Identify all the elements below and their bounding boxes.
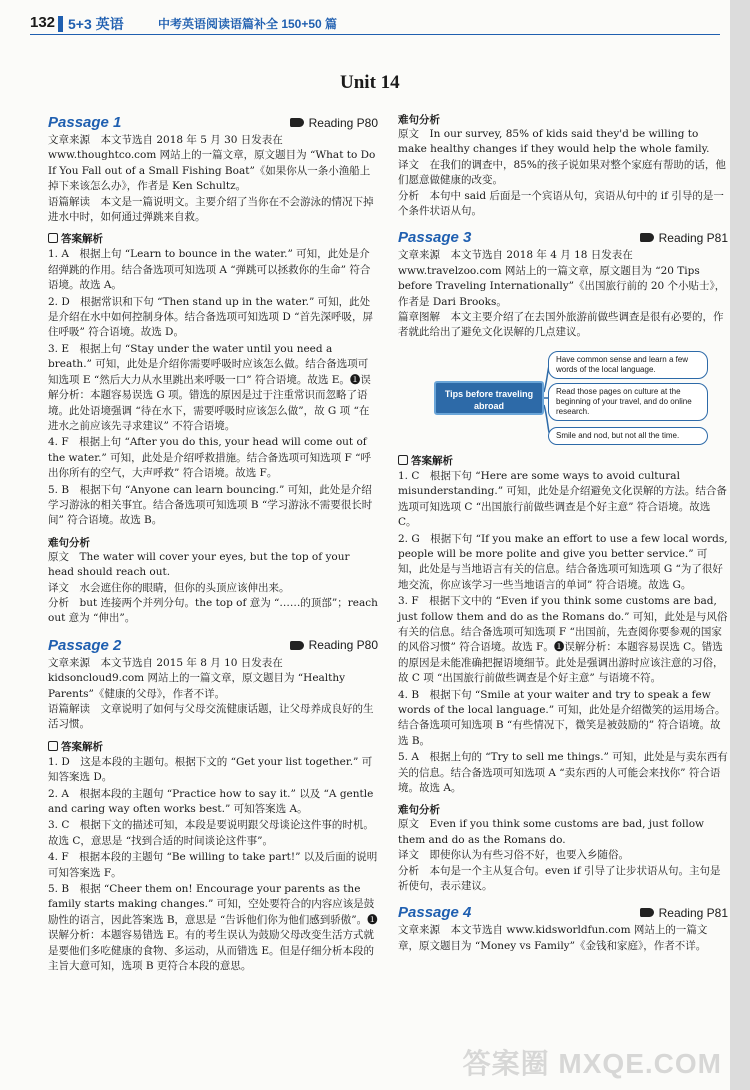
passage2-answer-1: 1. D 这是本段的主题句。根据下文的 “Get your list together.” 可知答案选 D。 (48, 755, 373, 784)
passage1-analysis: 分析 but 连接两个并列分句。the top of 意为 “……的顶部”；reach out 意为 “伸出”。 (48, 596, 378, 625)
unit-title: Unit 14 (340, 72, 400, 93)
lock-icon (398, 455, 408, 465)
passage2-reading-guide: 语篇解读 文章说明了如何与父母交流健康话题，让父母养成良好的生活习惯。 (48, 703, 374, 731)
passage3-title: Passage 3 (398, 229, 472, 247)
pointing-hand-icon (290, 118, 304, 127)
mindmap-node-3: Smile and nod, but not all the time. (548, 427, 708, 445)
reading-label: Reading P80 (308, 115, 378, 130)
book-title: 中考英语阅读语篇补全 150+50 篇 (158, 17, 338, 31)
passage2-analysis: 分析 本句中 said 后面是一个宾语从句，宾语从句中的 if 引导的是一个条件状语从句。 (398, 189, 724, 218)
passage1-answers-heading (48, 231, 378, 246)
reading-label: Reading P81 (658, 230, 728, 245)
passage3-answer-2: 2. G 根据下句 “If you make an effort to use a few local words, people will be more polite and give you better service.” 可知，此处是与当地语言有关的信息。结合备选项可知选项 G “为了很好地交流，你应该学习一些当地语言的单词” 符合语境。故选 G。 (398, 532, 728, 591)
passage1-difficult-heading: 难句分析 (48, 536, 90, 549)
passage3-reading-guide: 篇章图解 本文主要介绍了在去国外旅游前做些调查是很有必要的，作者就此给出了避免文化误解的几点建议。 (398, 311, 724, 339)
passage3-difficult-heading: 难句分析 (398, 804, 440, 817)
header-divider (30, 34, 720, 35)
passage2-translation: 译文 在我们的调查中，85%的孩子说如果对整个家庭有帮助的话，他们愿意做健康的改变。 (398, 158, 726, 187)
heading-label: 答案解析 (61, 233, 103, 246)
reading-label: Reading P80 (308, 638, 378, 653)
page-number: 132 (30, 14, 56, 31)
passage3-answer-5: 5. A 根据上句的 “Try to sell me things.” 可知，此处是与卖东西有关的信息。结合备选项可知选项 A “卖东西的人可能会来找你” 符合语境。故选 A。 (398, 751, 728, 794)
heading-label: 答案解析 (411, 454, 453, 467)
passage2-reading-ref (290, 638, 378, 652)
pointing-hand-icon (290, 641, 304, 650)
passage1-title: Passage 1 (48, 114, 122, 131)
lock-icon (48, 233, 58, 243)
passage1-source: 文章来源 本文节选自 2018 年 5 月 30 日发表在 www.thoughtco.com 网站上的一篇文章，原文题目为 “What to Do If You Fall out of a Small Fishing Boat”《如果你从一条小渔船上掉下来该怎么办》，作者是 Ken Schultz。 (48, 134, 376, 193)
mindmap-node-1: Have common sense and learn a few words of the local language. (548, 351, 708, 379)
passage3-answers-heading (398, 453, 728, 468)
passage2-header (48, 637, 378, 654)
brand-name: 5+3 英语 (68, 16, 124, 32)
mindmap-center-node: Tips before traveling abroad (434, 381, 544, 415)
watermark: 答案圈 MXQE.COM (462, 1048, 722, 1079)
page-edge-strip (730, 0, 750, 1090)
passage3-answer-1: 1. C 根据下句 “Here are some ways to avoid cultural misunderstanding.” 可知，此处是介绍避免文化误解的方法。结合备选项可知选项 C “出国旅行前做些调查是个好主意” 符合语境。故选 C。 (398, 469, 727, 529)
passage1-reading-ref (290, 116, 378, 130)
passage3-source: 文章来源 本文节选自 2018 年 4 月 18 日发表在 www.travelzoo.com 网站上的一篇文章，原文题目为 “20 Tips before Traveling Internationally”《出国旅行前的 20 个小贴士》，作者是 Dari Brooks。 (398, 249, 726, 308)
right-column (398, 112, 728, 954)
passage2-answers-heading (48, 739, 378, 754)
passage3-answer-3: 3. F 根据下文中的 “Even if you think some customs are bad, just follow them and do as the Romans do.” 可知，此处是与风俗有关的信息。结合备选项可知选项 F “出国前，先查阅你要参观的国家的风俗习惯” 符合语境。故选 F。❶误解分析：本题容易误选 C。错选的原因是未能准确把握语境细节。此处是强调出游时应该注意的习俗，故 C 项 “出国旅行前做些调查是个好主意” 与语境不符。 (398, 595, 728, 685)
passage2-title: Passage 2 (48, 636, 122, 654)
passage1-translation: 译文 水会遮住你的眼睛，但你的头顶应该伸出来。 (48, 581, 290, 594)
passage3-translation: 译文 即使你认为有些习俗不好，也要入乡随俗。 (398, 849, 629, 862)
passage2-answer-5: 5. B 根据 “Cheer them on! Encourage your parents as the family starts making changes.” 可知，空处要符合的内容应该是鼓励性的语言，因此答案选 B，意思是 “告诉他们你为他们感到骄傲”。❶误解分析：本题容易错选 E。有的考生误认为鼓励父母改变生活方式就是要他们多吃健康的食物、多运动，从而错选 E。但是仔细分析本段的主旨大意可知，选项 B 更符合本段的意思。 (48, 883, 378, 973)
passage4-title: Passage 4 (398, 904, 472, 922)
pointing-hand-icon (640, 908, 654, 917)
heading-label: 答案解析 (61, 740, 103, 753)
passage3-mindmap (398, 347, 728, 447)
passage2-answer-3: 3. C 根据下文的描述可知，本段是要说明跟父母谈论这件事的时机。故选 C，意思是 “找到合适的时间谈论这件事”。 (48, 819, 374, 847)
passage1-answer-3: 3. E 根据上句 “Stay under the water until you need a breath.” 可知，此处是介绍你需要呼吸时应该怎么做。结合备选项可知选项 E “然后大力从水里跳出来呼吸一口” 符合语境。故选 E。❶误解分析：本题容易误选 G 项。错选的原因是过于注重常识而忽略了语境。此处语境强调 “待在水下，需要呼吸时应该怎么做”，故 G 项 “在进水之前应该先寻求建议” 不符合语境。 (48, 342, 371, 432)
passage4-header (398, 904, 728, 921)
reading-label: Reading P81 (658, 905, 728, 920)
passage3-reading-ref (640, 231, 728, 245)
passage3-analysis: 分析 本句是一个主从复合句。even if 引导了让步状语从句。主句是祈使句，表示建议。 (398, 864, 721, 893)
passage1-answer-5: 5. B 根据下句 “Anyone can learn bouncing.” 可知，此处是介绍学习游泳的相关事宜。结合备选项可知选项 B “学习游泳不需要很长时间” 符合语境。故选 B。 (48, 483, 373, 527)
passage2-answer-2: 2. A 根据本段的主题句 “Practice how to say it.” 以及 “A gentle and caring way often works best.” 可知答案选 A。 (48, 787, 374, 816)
pointing-hand-icon (640, 233, 654, 242)
mindmap-node-2: Read those pages on culture at the beginning of your travel, and do online research. (548, 383, 708, 421)
passage2-original: 原文 In our survey, 85% of kids said they'd be willing to make healthy changes if they would help the whole family. (398, 128, 710, 156)
passage3-original: 原文 Even if you think some customs are bad, just follow them and do as the Romans do. (398, 818, 705, 846)
lock-icon (48, 741, 58, 751)
passage2-source: 文章来源 本文节选自 2015 年 8 月 10 日发表在 kidsoncloud9.com 网站上的一篇文章，原文题目为 “Healthy Parents”《健康的父母》，作者不详。 (48, 656, 346, 700)
page-header (0, 0, 750, 34)
left-column (48, 112, 378, 975)
passage1-answer-4: 4. F 根据上句 “After you do this, your head will come out of the water.” 可知，此处是介绍呼救措施。结合备选项可知选项 F “呼出你所有的空气，大声呼救” 符合语境。故选 F。 (48, 436, 371, 480)
passage1-header (48, 114, 378, 131)
header-accent-bar (58, 16, 63, 32)
passage1-answer-2: 2. D 根据常识和下句 “Then stand up in the water.” 可知，此处是介绍在水中如何控制身体。结合备选项可知选项 D “首先深呼吸，屏住呼吸” 符合语境。故选 D。 (48, 295, 373, 339)
passage1-answer-1: 1. A 根据上句 “Learn to bounce in the water.” 可知，此处是介绍弹跳的作用。结合备选项可知选项 A “弹跳可以拯救你的生命” 符合语境。故选 A。 (48, 248, 371, 292)
passage3-header (398, 229, 728, 246)
passage4-reading-ref (640, 906, 728, 920)
passage3-answer-4: 4. B 根据下句 “Smile at your waiter and try to speak a few words of the local language.” 可知，此处是介绍微笑的运用场合。结合备选项可知选项 B “有些情况下，微笑是被鼓励的” 符合语境。故选 B。 (398, 688, 726, 747)
passage1-reading-guide: 语篇解读 本文是一篇说明文。主要介绍了当你在不会游泳的情况下掉进水中时，如何通过弹跳来自救。 (48, 195, 374, 224)
passage1-original: 原文 The water will cover your eyes, but the top of your head should reach out. (48, 550, 350, 579)
passage4-source: 文章来源 本文节选自 www.kidsworldfun.com 网站上的一篇文章，原文题目为 “Money vs Family”《金钱和家庭》，作者不详。 (398, 924, 708, 952)
passage2-difficult-heading: 难句分析 (398, 114, 440, 126)
passage2-answer-4: 4. F 根据本段的主题句 “Be willing to take part!” 以及后面的说明可知答案选 F。 (48, 851, 378, 879)
